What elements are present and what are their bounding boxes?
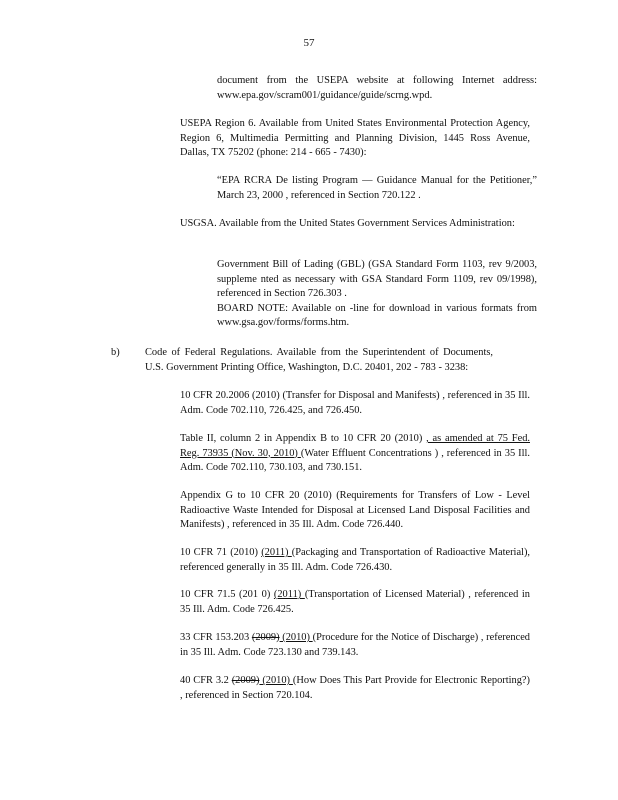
cfr2-text-pre: Table II, column 2 in Appendix B to 10 CFR 20 (2010)	[180, 433, 427, 444]
page-number: 57	[303, 37, 315, 49]
cfr-33-153-203-entry	[180, 631, 530, 660]
cfr4-text-pre: 10 CFR 71 (2010)	[180, 547, 262, 558]
cfr6-year-deleted: (2009)	[251, 632, 280, 643]
board-note: BOARD NOTE: Available on -line for download in various formats from www.gsa.gov/forms/forms.htm.	[217, 302, 537, 329]
cfr-40-3-2-entry	[180, 674, 530, 703]
cfr7-year-insert: (2010)	[259, 675, 293, 686]
section-b-marker: b)	[111, 347, 120, 358]
gbl-text: Government Bill of Lading (GBL) (GSA Standard Form 1103, rev 9/2003, suppleme nted as necessary with GSA Standard Form 1109, rev 09/1998), referenced in Section 726.303 .	[217, 259, 537, 300]
cfr7-year-deleted: (2009)	[231, 675, 260, 686]
cfr5-text-pre: 10 CFR 71.5 (201 0)	[180, 589, 274, 600]
cfr4-year-insert: (2011)	[261, 547, 292, 558]
cfr6-text-pre: 33 CFR 153.203	[180, 632, 252, 643]
epa-delisting-manual-entry: “EPA RCRA De listing Program — Guidance Manual for the Petitioner,” March 23, 2000 , referenced in Section 720.122 .	[217, 175, 537, 201]
cfr4-text-post: (Packaging and Transportation of Radioactive Material), referenced generally in 35 Ill. Adm. Code 726.430.	[180, 547, 531, 573]
usgsa-entry: USGSA. Available from the United States Government Services Administration:	[180, 218, 515, 229]
cfr6-text-post: (Procedure for the Notice of Discharge) , referenced in 35 Ill. Adm. Code 723.130 and 739.143.	[180, 632, 530, 658]
gbl-entry	[217, 258, 537, 331]
cfr5-year-insert: (2011)	[273, 589, 305, 600]
cfr-10-20-appendix-g-entry: Appendix G to 10 CFR 20 (2010) (Requirements for Transfers of Low - Level Radioactive Waste Intended for Disposal at Licensed Land Disposal Facilities and Manifests) , referenced in 35 Ill. Adm. Code 726.440.	[180, 490, 530, 531]
cfr-section-intro: Code of Federal Regulations. Available from the Superintendent of Documents, U.S. Government Printing Office, Washington, D.C. 20401, 202 - 783 - 3238:	[145, 347, 493, 373]
cfr-10-20-2006-entry: 10 CFR 20.2006 (2010) (Transfer for Disposal and Manifests) , referenced in 35 Ill. Adm. Code 702.110, 726.425, and 726.450.	[180, 390, 530, 416]
cfr7-text-post: (How Does This Part Provide for Electronic Reporting?) , referenced in Section 720.104.	[180, 675, 530, 701]
cfr-10-71-5-entry	[180, 588, 530, 617]
usepa-scram-text: document from the USEPA website at following Internet address: www.epa.gov/scram001/guidance/guide/scrng.wpd.	[217, 75, 537, 101]
cfr-10-71-entry	[180, 546, 530, 575]
cfr-10-20-table-entry	[180, 432, 530, 476]
cfr2-text-post: (Water Effluent Concentrations ) , referenced in 35 Ill. Adm. Code 702.110, 730.103, and 730.151.	[180, 447, 530, 474]
cfr5-text-post: (Transportation of Licensed Material) , referenced in 35 Ill. Adm. Code 726.425.	[180, 589, 530, 615]
usepa-region6-entry: USEPA Region 6. Available from United States Environmental Protection Agency, Region 6, Multimedia Permitting and Planning Division, 1445 Ross Avenue, Dallas, TX 75202 (phone: 214 - 665 - 7430):	[180, 118, 530, 159]
cfr2-amendment-insert: , as amended at 75 Fed. Reg. 73935 (Nov. 30, 2010)	[180, 433, 530, 459]
cfr7-text-pre: 40 CFR 3.2	[180, 675, 232, 686]
cfr6-year-insert: (2010)	[279, 632, 313, 643]
